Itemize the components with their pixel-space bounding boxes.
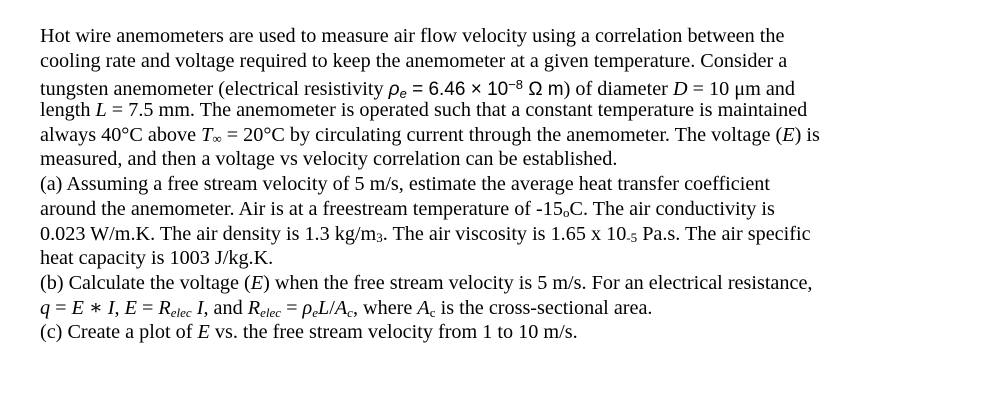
symbol-r: R bbox=[247, 296, 261, 319]
operator: = bbox=[50, 296, 72, 319]
text-run: tungsten anemometer (electrical resistivity bbox=[40, 78, 389, 101]
text-run: = 7.5 mm. The anemometer is operated such that a constant temperature is maintained bbox=[106, 99, 808, 122]
text-run: around the anemometer. Air is at a freestream temperature of -15 bbox=[40, 197, 563, 220]
operator: = bbox=[136, 296, 159, 319]
resistivity-value: = 6.46 × 10 bbox=[406, 79, 509, 101]
text-run: ) of diameter bbox=[563, 78, 673, 101]
text-run: ) is bbox=[794, 123, 820, 146]
intro-line-5 bbox=[40, 123, 990, 148]
part-a-line-1: (a) Assuming a free stream velocity of 5 m/s, estimate the average heat transfer coefficient bbox=[40, 173, 771, 196]
exponent: 3 bbox=[376, 229, 383, 245]
symbol-q: q bbox=[40, 296, 51, 319]
symbol-e: E bbox=[124, 296, 137, 319]
part-c-line-1 bbox=[40, 320, 990, 345]
text-run: , bbox=[114, 296, 125, 319]
intro-line-2: cooling rate and voltage required to keep the anemometer at a given temperature. Consider a bbox=[40, 49, 788, 72]
symbol-rho: ρ bbox=[302, 296, 313, 319]
text-run: is the cross-sectional area. bbox=[435, 296, 653, 319]
text-run: always 40°C above bbox=[40, 123, 202, 146]
symbol-rho: ρ bbox=[388, 79, 400, 101]
part-a-line-4: heat capacity is 1003 J/kg.K. bbox=[40, 247, 274, 270]
symbol-subscript: elec bbox=[170, 304, 192, 320]
intro-line-3 bbox=[40, 73, 990, 102]
text-run: (c) Create a plot of bbox=[40, 321, 198, 344]
resistivity-unit: Ω m bbox=[523, 79, 564, 101]
text-run: length bbox=[40, 99, 96, 122]
part-a-line-2 bbox=[40, 197, 990, 222]
degree-marker: o bbox=[562, 204, 570, 220]
symbol-e: E bbox=[71, 296, 84, 319]
symbol-t: T bbox=[201, 123, 213, 146]
text-run: . The air viscosity is 1.65 x 10 bbox=[382, 222, 627, 245]
symbol-l: L bbox=[95, 99, 107, 122]
problem-text bbox=[40, 24, 990, 345]
text-run: = 10 μm and bbox=[687, 78, 795, 101]
operator: / bbox=[329, 296, 335, 319]
text-run: = 20°C by circulating current through the anemometer. The voltage ( bbox=[221, 123, 783, 146]
exponent: -5 bbox=[626, 229, 638, 245]
symbol-e: E bbox=[250, 271, 264, 294]
operator: ∗ bbox=[83, 296, 108, 319]
part-b-line-1 bbox=[40, 271, 990, 296]
intro-line-1: Hot wire anemometers are used to measure air flow velocity using a correlation between the bbox=[40, 25, 785, 47]
symbol-subscript: ∞ bbox=[212, 130, 222, 146]
symbol-r: R bbox=[158, 296, 171, 319]
text-run: , where bbox=[352, 296, 418, 319]
symbol-a: A bbox=[417, 296, 430, 319]
text-run: , and bbox=[203, 296, 248, 319]
symbol-subscript: e bbox=[312, 304, 318, 320]
exponent: −8 bbox=[508, 77, 524, 93]
part-a-line-3 bbox=[40, 222, 990, 247]
operator: = bbox=[281, 296, 303, 319]
text-run: 0.023 W/m.K. The air density is 1.3 kg/m bbox=[40, 222, 377, 245]
symbol-e: E bbox=[197, 321, 210, 344]
symbol-i: I bbox=[191, 296, 204, 319]
text-run: vs. the free stream velocity from 1 to 10 m/s. bbox=[209, 321, 578, 344]
text-run: (b) Calculate the voltage ( bbox=[40, 271, 251, 294]
intro-line-4 bbox=[40, 98, 990, 123]
symbol-subscript: e bbox=[399, 86, 407, 102]
text-run: ) when the free stream velocity is 5 m/s. For an electrical resistance, bbox=[263, 271, 813, 294]
symbol-e: E bbox=[782, 123, 795, 146]
symbol-d: D bbox=[672, 78, 688, 101]
text-run: C. The air conductivity is bbox=[569, 197, 775, 220]
text-run: Pa.s. The air specific bbox=[637, 222, 811, 245]
intro-line-6: measured, and then a voltage vs velocity correlation can be established. bbox=[40, 148, 618, 171]
symbol-a: A bbox=[334, 296, 348, 319]
symbol-subscript: c bbox=[347, 304, 353, 320]
symbol-subscript: elec bbox=[260, 304, 282, 320]
part-b-line-2 bbox=[40, 296, 990, 321]
symbol-i: I bbox=[107, 296, 115, 319]
symbol-subscript: c bbox=[429, 304, 436, 320]
symbol-l: L bbox=[317, 296, 330, 319]
